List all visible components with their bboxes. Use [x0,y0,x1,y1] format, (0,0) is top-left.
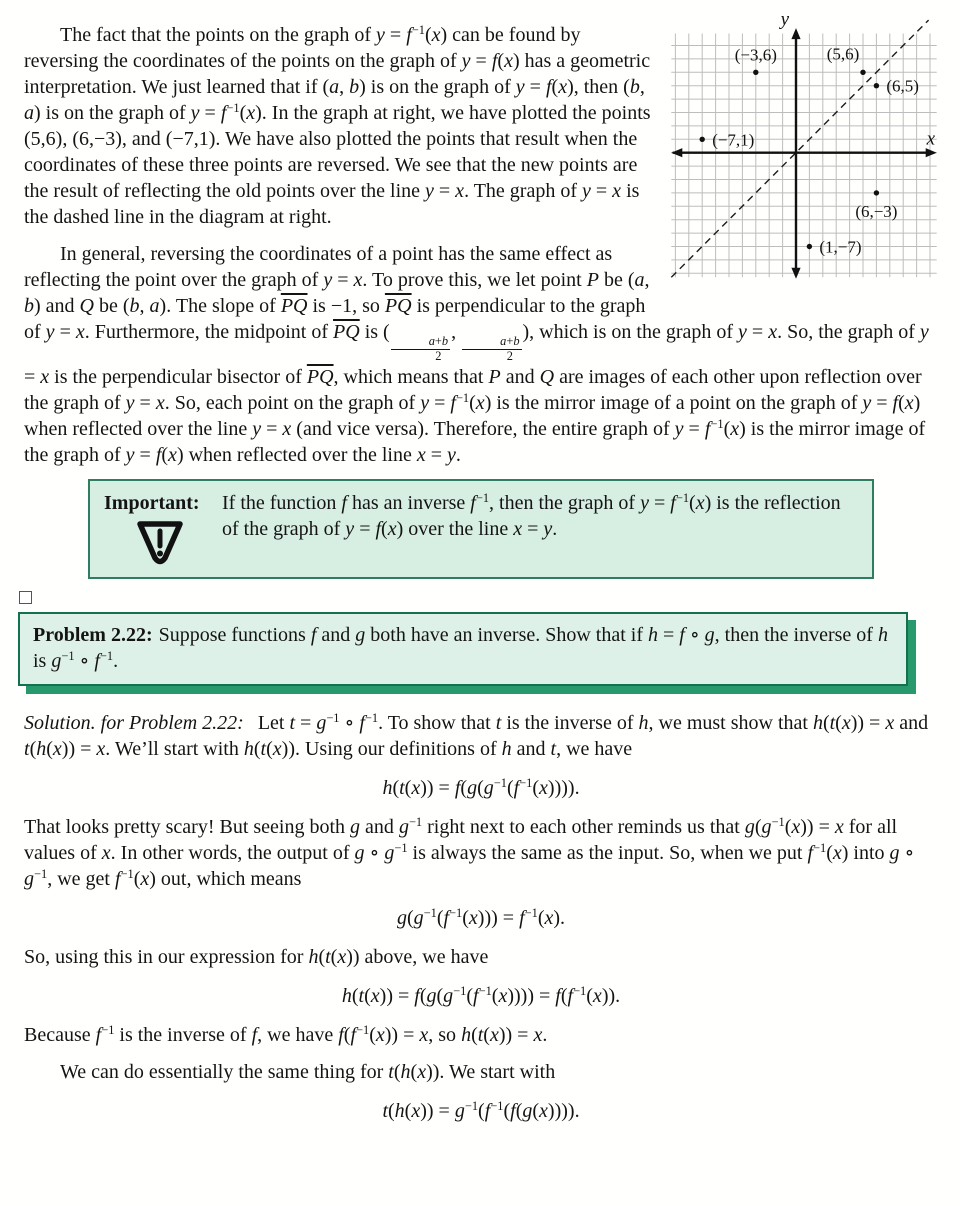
important-label: Important: [104,491,200,514]
solution-paragraph-4: Because $f^{-1}$ is the inverse of f, we have $f(f^{-1}(x)) = x$, so h(t(x)) = x. [24,1022,548,1046]
equation-1: $h(t(x)) = f(g(g^{-1}(f^{-1}(x))))$. [382,775,580,799]
solution-paragraph-2: That looks pretty scary! But seeing both g and $g^{-1}$ right next to each other reminds us that $g(g^{-1}(x)) = x$ for all values of x. In other words, the output of g ∘ $g^{-1}$ is always the same as the input. So, when we put $f^{-1}(x)$ into g ∘ $g^{-1}$, we get $f^{-1}(x)$ out, which means [24,814,915,890]
svg-text:(−7,1): (−7,1) [712,130,755,150]
svg-text:x: x [926,128,936,150]
equation-4: $t(h(x)) = g^{-1}(f^{-1}(f(g(x))))$. [382,1098,580,1122]
solution-intro-paragraph [24,710,938,762]
equation-2: $g(g^{-1}(f^{-1}(x))) = f^{-1}(x)$. [396,905,566,929]
inverse-reflection-graph [670,8,938,281]
svg-text:(−3,6): (−3,6) [734,45,777,65]
exclamation-warning-icon [132,518,188,566]
problem-label: Problem 2.22: [33,623,153,646]
coordinate-plane-figure [670,8,938,281]
important-label-column [104,490,222,566]
equation-3: $h(t(x)) = f(g(g^{-1}(f^{-1}(x)))) = f(f^{-1}(x))$. [341,983,621,1007]
solution-section [24,710,938,1124]
intro-paragraph-2: In general, reversing the coordinates of a point has the same effect as reflecting the point over the graph of y = x. To prove this, we let point P be (a, b) and Q be (b, a). The slope of $\overline{PQ}$ is −1, so $\overline{PQ}$ is perpendicular to the graph of y = x. Furthermore, the midpoint of $\overline{PQ}$ is ( $\frac{a+b}{2}$ , $\frac{a+b}{2}$ ), which is on the graph of y = x. So, the graph of y = x is the perpendicular bisector of $\overline{PQ}$, which means that P and Q are images of each other upon reflection over the graph of y = x. So, each point on the graph of $y = f^{-1}(x)$ is the mirror image of a point on the graph of y = f(x) when reflected over the line y = x (and vice versa). Therefore, the entire graph of $y = f^{-1}(x)$ is the mirror image of the graph of y = f(x) when reflected over the line x = y. [24,243,929,466]
solution-paragraph-5: We can do essentially the same thing for t(h(x)). We start with [60,1060,556,1083]
intro-section [24,8,938,468]
solution-paragraph-3: So, using this in our expression for h(t(x)) above, we have [24,945,489,968]
svg-text:(5,6): (5,6) [826,44,860,64]
svg-text:(6,5): (6,5) [886,76,919,96]
svg-text:(6,−3): (6,−3) [855,201,898,221]
problem-box [18,612,908,686]
solution-label: Solution. for Problem 2.22: [24,711,244,734]
intro-paragraph-1: The fact that the points on the graph of $y = f^{-1}(x)$ can be found by reversing the coordinates of the points on the graph of y = f(x) has a geometric interpretation. We just learned that if (a, b) is on the graph of y = f(x), then (b, a) is on the graph of $y = f^{-1}(x)$. In the graph at right, we have plotted the points (5,6), (6,−3), and (−7,1). We have also plotted the points that result when the coordinates of these three points are reversed. We see that the new points are the result of reflecting the old points over the line y = x. The graph of y = x is the dashed line in the diagram at right. [24,23,651,228]
svg-text:(1,−7): (1,−7) [819,237,862,257]
problem-text: Suppose functions f and g both have an inverse. Show that if h = f ∘ g, then the inverse of h is $g^{-1}$ ∘ $f^{-1}$. [33,623,888,672]
svg-text:y: y [780,8,789,30]
solution-intro-text: Let $t = g^{-1}$ ∘ $f^{-1}$. To show that t is the inverse of h, we must show that h(t(x)) = x and t(h(x)) = x. We’ll start with h(t(x)). Using our definitions of h and t, we have [24,710,929,760]
section-end-marker [19,591,32,604]
important-text: If the function f has an inverse $f^{-1}$, then the graph of $y = f^{-1}(x)$ is the reflection of the graph of y = f(x) over the line x = y. [222,490,841,540]
important-box [88,479,874,579]
